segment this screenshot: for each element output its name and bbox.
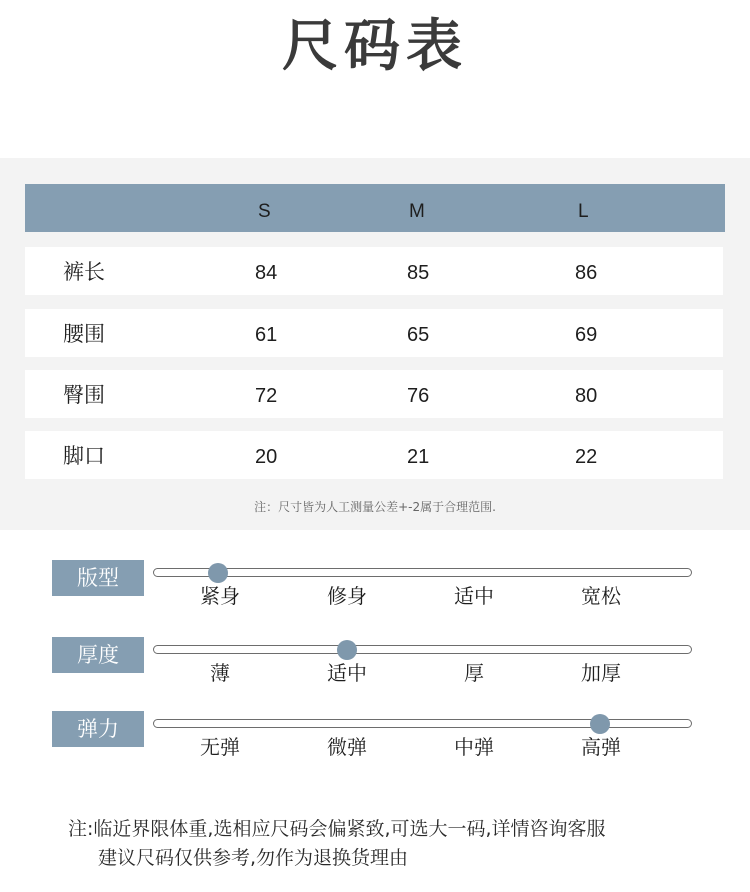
table-cell: 20	[255, 446, 278, 468]
table-cell: 65	[407, 324, 430, 346]
table-row	[25, 309, 723, 357]
table-cell: 21	[407, 446, 430, 468]
row-label: 臀围	[63, 383, 105, 407]
footer-line: 建议尺码仅供参考,勿作为退换货理由	[98, 847, 409, 869]
table-header-row	[25, 184, 725, 232]
scale-indicator	[208, 563, 228, 583]
table-row	[25, 431, 723, 479]
table-cell: 76	[407, 385, 430, 407]
table-row	[25, 370, 723, 418]
scale-option: 微弹	[327, 735, 367, 759]
scale-option: 无弹	[200, 735, 240, 759]
scale-option: 适中	[454, 584, 494, 608]
table-cell: 69	[575, 324, 598, 346]
footer-note	[68, 815, 606, 873]
scale-label: 版型	[52, 560, 144, 596]
scale-option: 宽松	[581, 584, 621, 608]
scale-label: 厚度	[52, 637, 144, 673]
table-row	[25, 247, 723, 295]
measurement-note: 注：尺寸皆为人工测量公差+-2属于合理范围.	[254, 500, 496, 514]
size-table	[0, 158, 750, 530]
row-label: 腰围	[63, 322, 105, 346]
scale-indicator	[337, 640, 357, 660]
scale-track	[153, 719, 692, 728]
fit-scale	[0, 560, 750, 620]
scale-option: 加厚	[581, 661, 621, 685]
table-cell: 80	[575, 385, 598, 407]
scale-option: 修身	[327, 584, 367, 608]
elasticity-scale	[0, 711, 750, 771]
scale-option: 高弹	[581, 735, 621, 759]
scale-track	[153, 568, 692, 577]
scale-option: 厚	[464, 661, 484, 685]
table-cell: 61	[255, 324, 278, 346]
table-cell: 86	[575, 262, 598, 284]
scale-track	[153, 645, 692, 654]
row-label: 裤长	[63, 260, 105, 284]
column-header-s: S	[258, 201, 271, 222]
scale-label: 弹力	[52, 711, 144, 747]
column-header-m: M	[409, 201, 425, 222]
scale-option: 中弹	[454, 735, 494, 759]
scale-option: 薄	[210, 661, 230, 685]
scale-option: 紧身	[200, 584, 240, 608]
table-cell: 22	[575, 446, 598, 468]
table-cell: 84	[255, 262, 278, 284]
column-header-l: L	[578, 201, 589, 222]
table-cell: 72	[255, 385, 278, 407]
table-cell: 85	[407, 262, 430, 284]
scale-option: 适中	[327, 661, 367, 685]
footer-line: 注:临近界限体重,选相应尺码会偏紧致,可选大一码,详情咨询客服	[68, 818, 606, 840]
thickness-scale	[0, 637, 750, 697]
scale-indicator	[590, 714, 610, 734]
page-title: 尺码表	[282, 14, 468, 79]
row-label: 脚口	[63, 444, 105, 468]
